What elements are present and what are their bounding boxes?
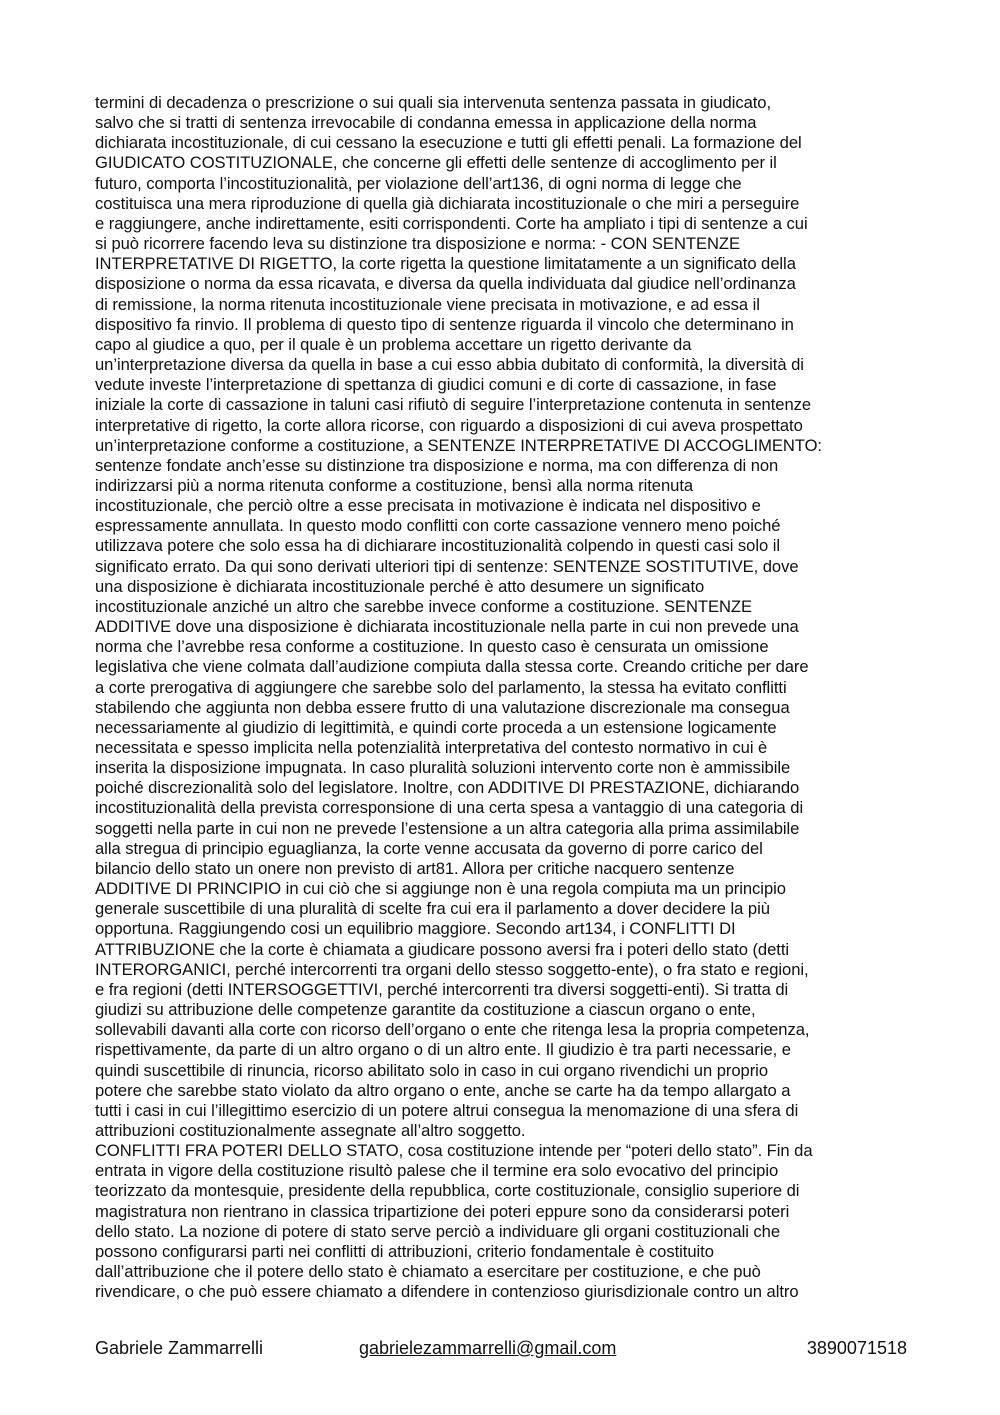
page-footer [95, 1336, 907, 1360]
footer-author: Gabriele Zammarrelli [95, 1338, 264, 1358]
document-body [95, 93, 910, 1302]
body-paragraph: CONFLITTI FRA POTERI DELLO STATO, cosa costituzione intende per “poteri dello stato”. Fin da entrata in vigore della costituzione risultò palese che il termine era solo evocativo del principio teorizzato da montesquie, presidente della repubblica, corte costituzionale, consiglio superiore di magistratura non rientrano in classica tripartizione dei poteri eppure sono da considerarsi poteri dello stato. La nozione di potere di stato serve perciò a individuare gli organi costituzionali che possono configurarsi parti nei conflitti di attribuzioni, criterio fondamentale è costituito dall’attribuzione che il potere dello stato è chiamato a esercitare per costituzione, e che può rivendicare, o che può essere chiamato a difendere in contenzioso giurisdizionale contro un altro [95, 1141, 813, 1302]
footer-phone: 3890071518 [806, 1338, 907, 1358]
body-paragraph: termini di decadenza o prescrizione o sui quali sia intervenuta sentenza passata in giudicato, salvo che si tratti di sentenza irrevocabile di condanna emessa in applicazione della norma dichiarata incostituzionale, di cui cessano la esecuzione e tutti gli effetti penali. La formazione del GIUDICATO COSTITUZIONALE, che concerne gli effetti delle sentenze di accoglimento per il futuro, comporta l’incostituzionalità, per violazione dell’art136, di ogni norma di legge che costituisca una mera riproduzione di quella già dichiarata incostituzionale o che miri a perseguire e raggiungere, anche indirettamente, esiti corrispondenti. Corte ha ampliato i tipi di sentenze a cui si può ricorrere facendo leva su distinzione tra disposizione e norma: - CON SENTENZE INTERPRETATIVE DI RIGETTO, la corte rigetta la questione limitatamente a un significato della disposizione o norma da essa ricavata, e diversa da quella individuata dal giudice nell’ordinanza di remissione, la norma ritenuta incostituzionale viene precisata in motivazione, e ad essa il dispositivo fa rinvio. Il problema di questo tipo di sentenze riguarda il vincolo che determinano in capo al giudice a quo, per il quale è un problema accettare un rigetto derivante da un’interpretazione diversa da quella in base a cui esso abbia dubitato di conformità, la diversità di vedute investe l’interpretazione di spettanza di giudici comuni e di corte di cassazione, in fase iniziale la corte di cassazione in taluni casi rifiutò di seguire l’interpretazione contenuta in sentenze interpretative di rigetto, la corte allora ricorse, con riguardo a disposizioni di cui aveva prospettato un’interpretazione conforme a costituzione, a SENTENZE INTERPRETATIVE DI ACCOGLIMENTO: sentenze fondate anch’esse su distinzione tra disposizione e norma, ma con differenza di non indirizzarsi più a norma ritenuta conforme a costituzione, bensì alla norma ritenuta incostituzionale, che perciò oltre a esse precisata in motivazione è indicata nel dispositivo e espressamente annullata. In questo modo conflitti con corte cassazione vennero meno poiché utilizzava potere che solo essa ha di dichiarare incostituzionalità colpendo in questi casi solo il significato errato. Da qui sono derivati ulteriori tipi di sentenze: SENTENZE SOSTITUTIVE, dove una disposizione è dichiarata incostituzionale perché è atto desumere un significato incostituzionale anziché un altro che sarebbe invece conforme a costituzione. SENTENZE ADDITIVE dove una disposizione è dichiarata incostituzionale nella parte in cui non prevede una norma che l’avrebbe resa conforme a costituzione. In questo caso è censurata un omissione legislativa che viene colmata dall’audizione compiuta dalla stessa corte. Creando critiche per dare a corte prerogativa di aggiungere che sarebbe solo del parlamento, la stessa ha evitato conflitti stabilendo che aggiunta non debba essere frutto di una valutazione discrezionale ma consegua necessariamente al giudizio di legittimità, e quindi corte proceda a un estensione logicamente necessitata e spesso implicita nella potenzialità interpretativa del contesto normativo in cui è inserita la disposizione impugnata. In caso pluralità soluzioni intervento corte non è ammissibile poiché discrezionalità solo del legislatore. Inoltre, con ADDITIVE DI PRESTAZIONE, dichiarando incostituzionalità della prevista corresponsione di una certa spesa a vantaggio di una categoria di soggetti nella parte in cui non ne prevede l’estensione a un altra categoria alla prima assimilabile alla stregua di principio eguaglianza, la corte venne accusata da governo di porre carico del bilancio dello stato un onere non previsto di art81. Allora per critiche nacquero sentenze ADDITIVE DI PRINCIPIO in cui ciò che si aggiunge non è una regola compiuta ma un principio generale suscettibile di una pluralità di scelte fra cui era il parlamento a dover decidere la più opportuna. Raggiungendo cosi un equilibrio maggiore. Secondo art134, i CONFLITTI DI ATTRIBUZIONE che la corte è chiamata a giudicare possono aversi fra i poteri dello stato (detti INTERORGANICI, perché intercorrenti tra organi dello stesso soggetto-ente), o fra stato e regioni, e fra regioni (detti INTERSOGGETTIVI, perché intercorrenti tra diversi soggetti-enti). Si tratta di giudizi su attribuzione delle competenze garantite da costituzione a ciascun organo o ente, sollevabili davanti alla corte con ricorso dell’organo o ente che ritenga lesa la propria competenza, rispettivamente, da parte di un altro organo o di un altro ente. Il giudizio è tra parti necessarie, e quindi suscettibile di rinuncia, ricorso abilitato solo in caso in cui organo rivendichi un proprio potere che sarebbe stato violato da altro organo o ente, anche se carte ha da tempo allargato a tutti i casi in cui l’illegittimo esercizio di un potere altrui consegua la menomazione di una sfera di attribuzioni costituzionalmente assegnate all’altro soggetto. [95, 93, 822, 1140]
footer-email-link[interactable]: gabrielezammarrelli@gmail.com [359, 1338, 617, 1358]
